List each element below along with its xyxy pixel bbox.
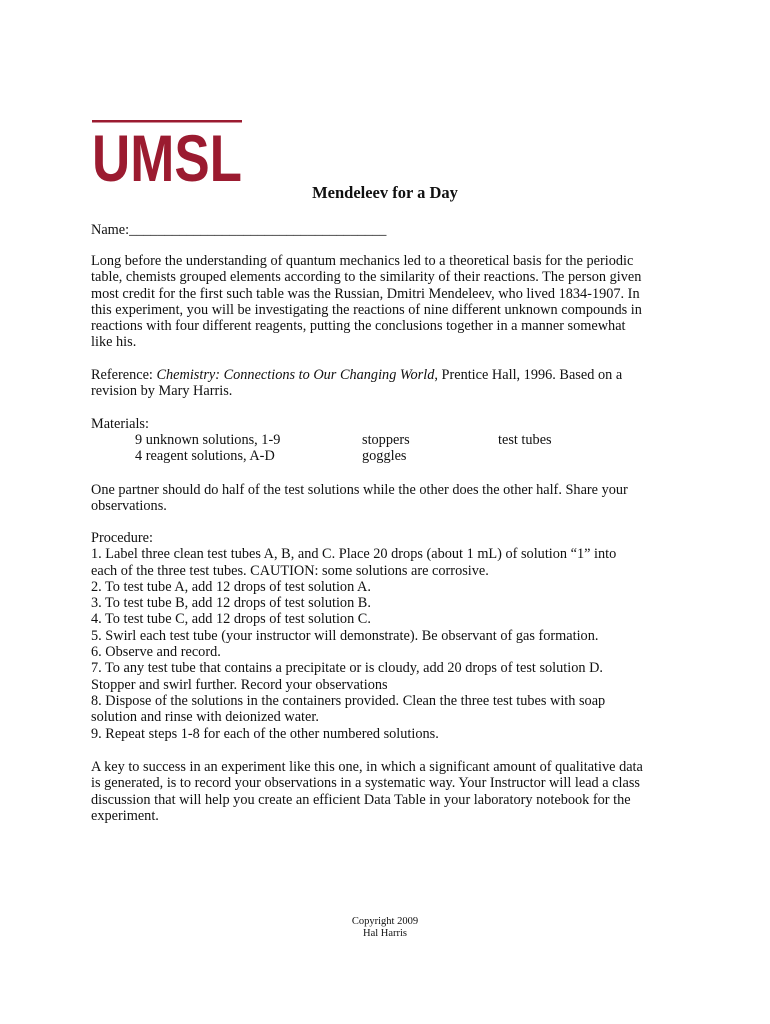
procedure-line: 5. Swirl each test tube (your instructor will demonstrate). Be observant of gas formation. xyxy=(91,627,599,644)
intro-line: Long before the understanding of quantum mechanics led to a theoretical basis for the periodic xyxy=(91,253,634,269)
procedure-line: 7. To any test tube that contains a precipitate or is cloudy, add 20 drops of test solution D. xyxy=(91,660,603,677)
materials-heading: Materials: xyxy=(91,416,149,432)
key-line: discussion that will help you create an efficient Data Table in your laboratory notebook for the xyxy=(91,791,631,808)
key-paragraph xyxy=(91,759,681,824)
intro-line: table, chemists grouped elements according to the similarity of their reactions. The person given xyxy=(91,269,642,286)
copyright-line: Copyright 2009 xyxy=(351,916,419,927)
share-paragraph xyxy=(91,482,681,515)
key-line: A key to success in an experiment like this one, in which a significant amount of qualitative data xyxy=(91,759,643,775)
reference-line: revision by Mary Harris. xyxy=(91,383,233,400)
umsl-logo xyxy=(92,120,242,195)
intro-line: reactions with four different reagents, putting the conclusions together in a manner somewhat xyxy=(91,318,626,335)
name-field: Name:____________________________________ xyxy=(91,222,387,238)
reference-prefix: Reference: xyxy=(91,367,157,383)
reference-paragraph xyxy=(91,367,681,400)
material-item: goggles xyxy=(362,448,407,465)
intro-paragraph xyxy=(91,253,681,351)
page-title: Mendeleev for a Day xyxy=(312,183,458,202)
procedure-line: solution and rinse with deionized water. xyxy=(91,709,319,726)
intro-line: like his. xyxy=(91,334,137,351)
copyright-author: Hal Harris xyxy=(362,928,408,939)
procedure-line: Stopper and swirl further. Record your observations xyxy=(91,676,388,693)
procedure-heading: Procedure: xyxy=(91,530,153,546)
logo-text: UMSL xyxy=(92,121,242,195)
material-item: stoppers xyxy=(362,432,410,448)
reference-book-title: Chemistry: Connections to Our Changing World xyxy=(156,367,435,383)
share-line: observations. xyxy=(91,498,167,515)
copyright-footer xyxy=(0,916,770,940)
material-item: 4 reagent solutions, A-D xyxy=(135,448,275,465)
procedure-section xyxy=(91,530,681,742)
procedure-line: 1. Label three clean test tubes A, B, and C. Place 20 drops (about 1 mL) of solution “1” into xyxy=(91,546,617,563)
procedure-line: 6. Observe and record. xyxy=(91,644,221,661)
key-line: is generated, is to record your observations in a systematic way. Your Instructor will lead a class xyxy=(91,775,640,792)
procedure-line: 4. To test tube C, add 12 drops of test solution C. xyxy=(91,611,371,628)
intro-line: most credit for the first such table was the Russian, Dmitri Mendeleev, who lived 1834-1907. In xyxy=(91,285,640,302)
materials-column-3 xyxy=(498,432,552,448)
reference-suffix: , Prentice Hall, 1996. Based on a xyxy=(434,367,623,383)
reference-line xyxy=(91,367,681,383)
procedure-line: 8. Dispose of the solutions in the containers provided. Clean the three test tubes with soap xyxy=(91,692,606,709)
intro-line: this experiment, you will be investigating the reactions of nine different unknown compounds in xyxy=(91,301,642,318)
procedure-line: 3. To test tube B, add 12 drops of test solution B. xyxy=(91,595,371,612)
umsl-logo-graphic xyxy=(92,120,242,195)
material-item: 9 unknown solutions, 1-9 xyxy=(135,432,281,448)
procedure-line: 2. To test tube A, add 12 drops of test solution A. xyxy=(91,578,371,595)
material-item: test tubes xyxy=(498,432,552,448)
materials-column-1 xyxy=(135,432,280,465)
share-line: One partner should do half of the test solutions while the other does the other half. Share your xyxy=(91,482,628,498)
materials-column-2 xyxy=(362,432,410,465)
procedure-line: each of the three test tubes. CAUTION: some solutions are corrosive. xyxy=(91,562,489,579)
key-line: experiment. xyxy=(91,807,159,824)
procedure-line: 9. Repeat steps 1-8 for each of the other numbered solutions. xyxy=(91,725,439,742)
